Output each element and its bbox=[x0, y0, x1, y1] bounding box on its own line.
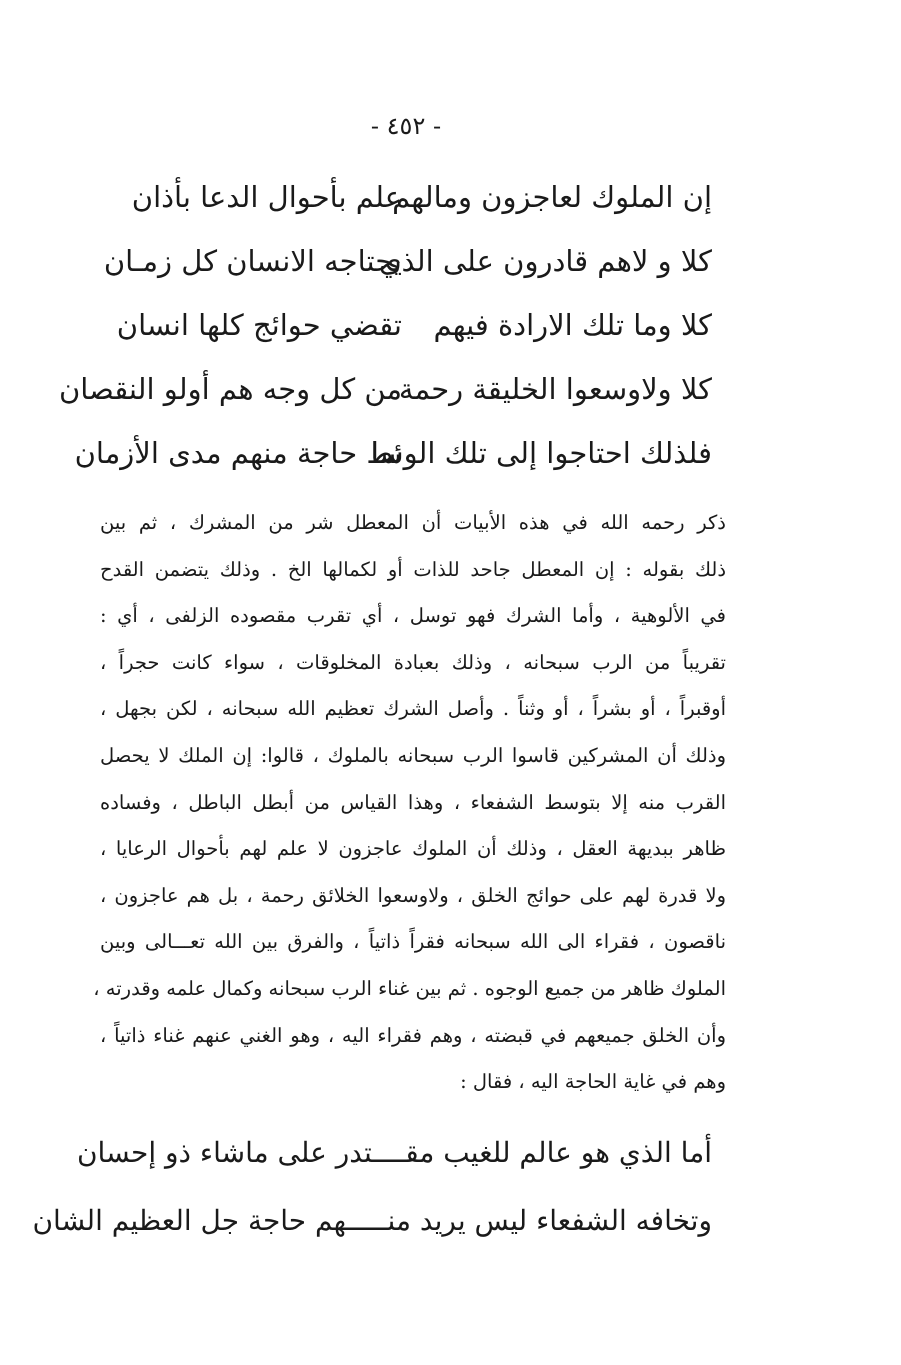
verse-line bbox=[74, 428, 712, 478]
text-line: وأن الخلق جميعهم في قبضته ، وهم فقراء اليه ، وهو الغني عنهم غناء ذاتياً ، bbox=[100, 1023, 726, 1047]
verse-line: وتخافه الشفعاء ليس يريد منـــــهم حاجة جل العظيم الشان bbox=[32, 1204, 712, 1237]
verse-second-hemistich: يحتاجه الانسان كل زمـان bbox=[103, 244, 402, 278]
commentary-paragraph bbox=[93, 500, 726, 1106]
text-line: ظاهر ببديهة العقل ، وذلك أن الملوك عاجزون لا علم لهم بأحوال الرعايا ، bbox=[100, 837, 726, 861]
text-line: تقريباً من الرب سبحانه ، وذلك بعبادة المخلوقات ، سواء كانت حجراً ، bbox=[100, 650, 726, 674]
verse-first-hemistich: كلا وما تلك الارادة فيهم bbox=[433, 308, 712, 342]
verse-second-hemistich: تقضي حوائج كلها انسان bbox=[116, 308, 402, 342]
text-line: ولا قدرة لهم على حوائج الخلق ، ولاوسعوا الخلائق رحمة ، بل هم عاجزون ، bbox=[100, 883, 726, 907]
verse-second-hemistich: ئط حاجة منهم مدى الأزمان bbox=[74, 436, 402, 470]
verse-line: أما الذي هو عالم للغيب مقــــتدر على ماشاء ذو إحسان bbox=[76, 1136, 712, 1169]
verse-first-hemistich: فلذلك احتاجوا إلى تلك الوسا bbox=[370, 436, 712, 470]
text-line: الملوك ظاهر من جميع الوجوه . ثم بين غناء الرب سبحانه وكمال علمه وقدرته ، bbox=[93, 976, 726, 1000]
page-number: - ٤٥٢ - bbox=[370, 112, 442, 140]
verse-second-hemistich: من كل وجه هم أولو النقصان bbox=[58, 372, 402, 406]
verse-line bbox=[100, 172, 712, 222]
verse-line bbox=[100, 236, 712, 286]
text-line: أوقبراً ، أو بشراً ، أو وثناً . وأصل الشرك تعظيم الله سبحانه ، لكن بجهل ، bbox=[100, 697, 726, 721]
verse-second-hemistich: علم بأحوال الدعا بأذان bbox=[131, 180, 402, 214]
text-line: وذلك أن المشركين قاسوا الرب سبحانه بالملوك ، قالوا: إن الملك لا يحصل bbox=[100, 743, 726, 767]
text-line: في الألوهية ، وأما الشرك فهو توسل ، أي تقرب مقصوده الزلفى ، أي : bbox=[100, 604, 726, 628]
verse-first-hemistich: كلا و لاهم قادرون على الذي bbox=[378, 244, 712, 278]
text-line: ذكر رحمه الله في هذه الأبيات أن المعطل شر من المشرك ، ثم بين bbox=[100, 511, 726, 534]
text-line: القرب منه إلا بتوسط الشفعاء ، وهذا القياس من أبطل الباطل ، وفساده bbox=[100, 790, 726, 814]
text-line: ناقصون ، فقراء الى الله سبحانه فقراً ذاتياً ، والفرق بين الله تعـــالى وبين bbox=[100, 930, 726, 954]
text-line: ذلك بقوله : إن المعطل جاحد للذات أو لكمالها الخ . وذلك يتضمن القدح bbox=[100, 557, 726, 581]
text-line: وهم في غاية الحاجة اليه ، فقال : bbox=[460, 1070, 726, 1094]
verse-first-hemistich: إن الملوك لعاجزون ومالهم bbox=[392, 180, 712, 214]
verse-first-hemistich: كلا ولاوسعوا الخليقة رحمة bbox=[398, 372, 712, 406]
verse-line bbox=[58, 364, 712, 414]
verse-line bbox=[100, 300, 712, 350]
